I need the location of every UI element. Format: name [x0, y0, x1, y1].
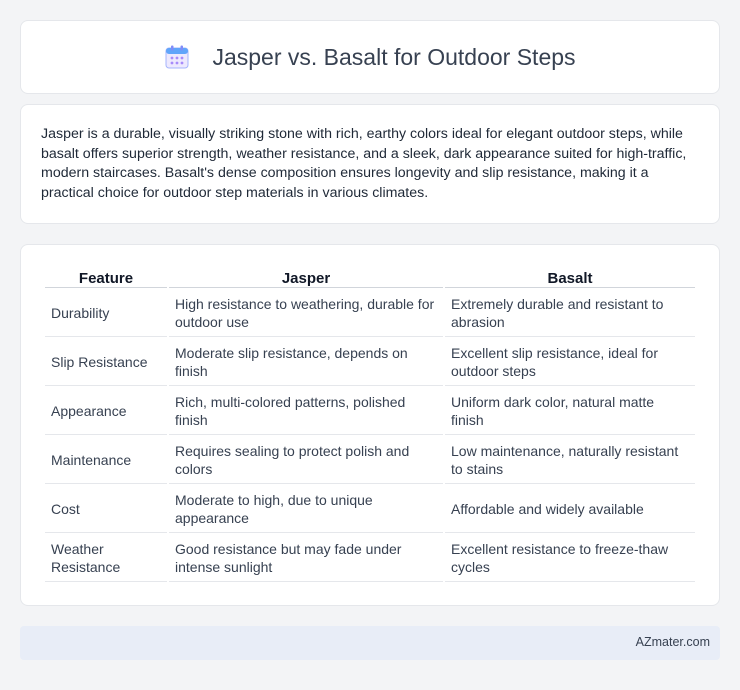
comparison-table-card: [20, 244, 720, 606]
table-row: [45, 486, 695, 533]
jasper-cell: Moderate slip resistance, depends on finish: [169, 339, 443, 386]
basalt-cell: Excellent resistance to freeze-thaw cycles: [445, 535, 695, 582]
basalt-cell: Uniform dark color, natural matte finish: [445, 388, 695, 435]
header-jasper: Jasper: [169, 267, 443, 288]
jasper-cell: High resistance to weathering, durable for outdoor use: [169, 290, 443, 337]
jasper-cell: Moderate to high, due to unique appearance: [169, 486, 443, 533]
jasper-cell: Rich, multi-colored patterns, polished finish: [169, 388, 443, 435]
feature-cell: Slip Resistance: [45, 339, 167, 386]
table-header-row: [45, 267, 695, 288]
footer-brand[interactable]: AZmater.com: [635, 635, 710, 649]
header-basalt: Basalt: [445, 267, 695, 288]
feature-cell: Cost: [45, 486, 167, 533]
feature-cell: Weather Resistance: [45, 535, 167, 582]
basalt-cell: Extremely durable and resistant to abrasion: [445, 290, 695, 337]
calendar-icon: [164, 44, 190, 70]
feature-cell: Durability: [45, 290, 167, 337]
jasper-cell: Good resistance but may fade under intense sunlight: [169, 535, 443, 582]
header-feature: Feature: [45, 267, 167, 288]
table-row: [45, 535, 695, 582]
basalt-cell: Affordable and widely available: [445, 486, 695, 533]
intro-card: [20, 104, 720, 224]
basalt-cell: Excellent slip resistance, ideal for outdoor steps: [445, 339, 695, 386]
basalt-cell: Low maintenance, naturally resistant to stains: [445, 437, 695, 484]
intro-paragraph: Jasper is a durable, visually striking stone with rich, earthy colors ideal for elegant outdoor steps, while basalt offers superior strength, weather resistance, and a sleek, dark appearance suited for high-traffic, modern staircases. Basalt's dense composition ensures longevity and slip resistance, making it a practical choice for outdoor step materials in various climates.: [41, 126, 687, 201]
comparison-table: [43, 265, 697, 584]
table-row: [45, 437, 695, 484]
feature-cell: Appearance: [45, 388, 167, 435]
table-row: [45, 290, 695, 337]
footer: [20, 626, 720, 660]
jasper-cell: Requires sealing to protect polish and colors: [169, 437, 443, 484]
title-card: [20, 20, 720, 94]
table-row: [45, 339, 695, 386]
page-title: Jasper vs. Basalt for Outdoor Steps: [212, 43, 576, 70]
feature-cell: Maintenance: [45, 437, 167, 484]
table-row: [45, 388, 695, 435]
